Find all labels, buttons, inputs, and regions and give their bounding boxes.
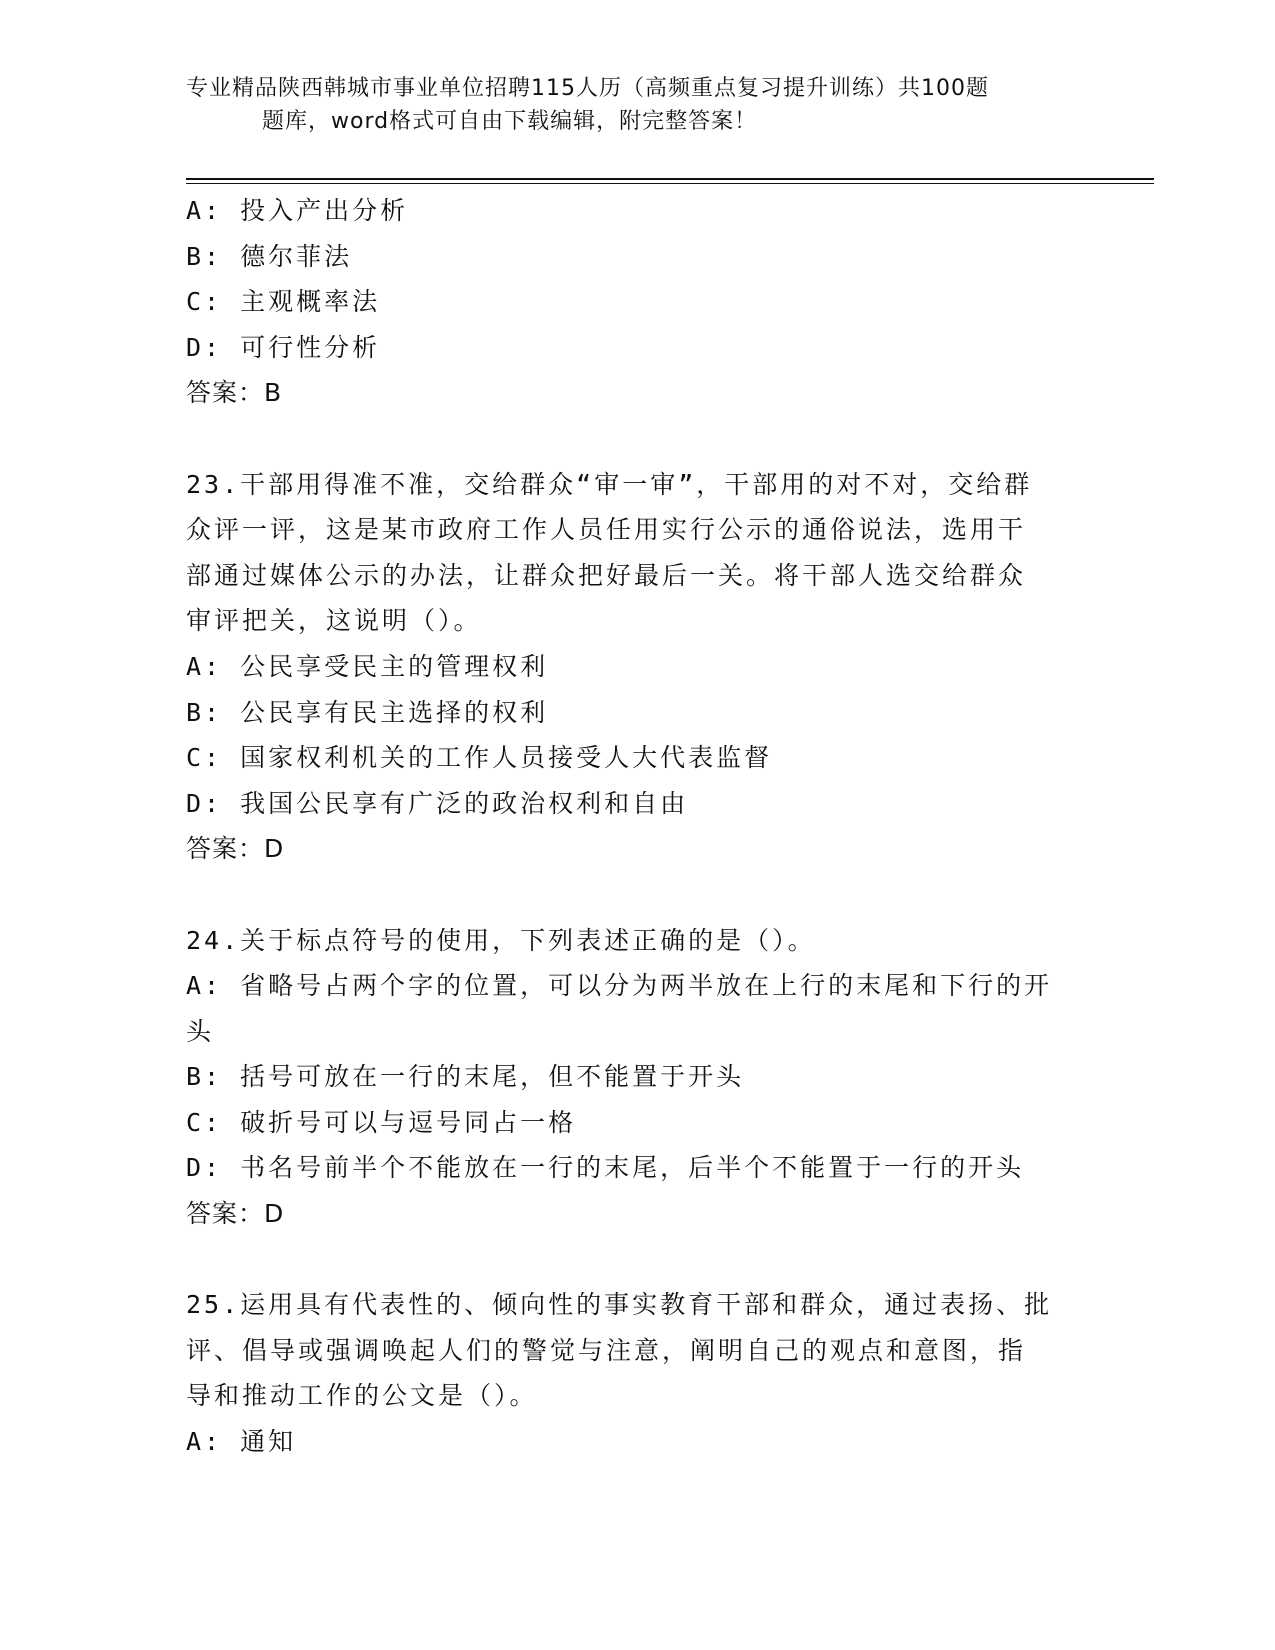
- option-c: C: 破折号可以与逗号同占一格: [186, 1107, 577, 1137]
- question-stem-line: 24.关于标点符号的使用，下列表述正确的是（）。: [186, 925, 816, 955]
- answer-line: 答案：B: [186, 378, 283, 408]
- question-25: [186, 1282, 1086, 1464]
- question-22: [186, 188, 1086, 416]
- option-b: B: 括号可放在一行的末尾，但不能置于开头: [186, 1062, 745, 1092]
- header-title-line1: 专业精品陕西韩城市事业单位招聘115人历（高频重点复习提升训练）共100题: [186, 76, 989, 101]
- option-a: A: 公民享受民主的管理权利: [186, 651, 549, 681]
- question-stem-line: 部通过媒体公示的办法，让群众把好最后一关。将干部人选交给群众: [186, 560, 1027, 590]
- option-a-continued: 头: [186, 1016, 215, 1046]
- option-b: B: 德尔菲法: [186, 241, 353, 271]
- option-a: A: 投入产出分析: [186, 196, 409, 225]
- option-c: C: 主观概率法: [186, 287, 381, 317]
- question-stem-line: 23.干部用得准不准，交给群众“审一审”，干部用的对不对，交给群: [186, 469, 1033, 499]
- option-b: B: 公民享有民主选择的权利: [186, 697, 549, 727]
- question-stem-line: 25.运用具有代表性的、倾向性的事实教育干部和群众，通过表扬、批: [186, 1290, 1053, 1320]
- option-a: A: 通知: [186, 1427, 297, 1457]
- question-stem-line: 众评一评，这是某市政府工作人员任用实行公示的通俗说法，选用干: [186, 515, 1027, 545]
- question-stem-line: 审评把关，这说明（）。: [186, 606, 482, 636]
- option-c: C: 国家权利机关的工作人员接受人大代表监督: [186, 743, 773, 773]
- question-23: [186, 462, 1086, 872]
- spacer: [186, 1237, 1086, 1283]
- header-divider-thin: [186, 183, 1154, 184]
- question-list: [186, 188, 1086, 1465]
- document-header: [186, 72, 1086, 138]
- answer-line: 答案：D: [186, 1199, 285, 1229]
- option-d: D: 我国公民享有广泛的政治权利和自由: [186, 788, 689, 818]
- question-24: [186, 918, 1086, 1237]
- option-d: D: 可行性分析: [186, 332, 381, 362]
- spacer: [186, 872, 1086, 918]
- header-title-line2: 题库，word格式可自由下载编辑，附完整答案！: [262, 109, 758, 134]
- header-divider-thick: [186, 178, 1154, 180]
- question-stem-line: 评、倡导或强调唤起人们的警觉与注意，阐明自己的观点和意图，指: [186, 1335, 1027, 1365]
- question-stem-line: 导和推动工作的公文是（）。: [186, 1381, 538, 1411]
- option-a: A: 省略号占两个字的位置，可以分为两半放在上行的末尾和下行的开: [186, 971, 1053, 1001]
- option-d: D: 书名号前半个不能放在一行的末尾，后半个不能置于一行的开头: [186, 1153, 1025, 1183]
- answer-line: 答案：D: [186, 834, 285, 864]
- spacer: [186, 416, 1086, 462]
